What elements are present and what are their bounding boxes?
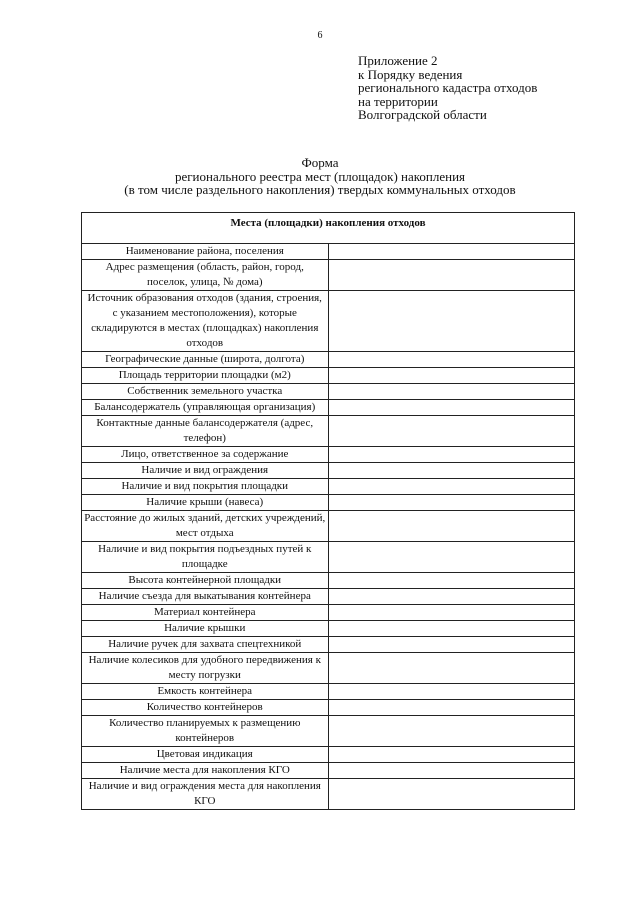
row-label: Наличие крышки xyxy=(82,621,329,637)
row-label: Наличие и вид ограждения места для накопления КГО xyxy=(82,779,329,810)
row-value xyxy=(328,352,575,368)
row-value xyxy=(328,260,575,291)
table-row xyxy=(82,400,575,416)
row-value xyxy=(328,479,575,495)
table-row xyxy=(82,479,575,495)
row-label: Наличие и вид покрытия подъездных путей к площадке xyxy=(82,542,329,573)
form-title-line: регионального реестра мест (площадок) накопления xyxy=(174,168,466,184)
row-value xyxy=(328,700,575,716)
row-value xyxy=(328,495,575,511)
table-row xyxy=(82,463,575,479)
row-label: Расстояние до жилых зданий, детских учреждений, мест отдыха xyxy=(82,511,329,542)
table-header-label: Места (площадки) накопления отходов xyxy=(230,217,426,229)
table-header xyxy=(82,213,575,244)
row-value xyxy=(328,763,575,779)
table-row xyxy=(82,352,575,368)
row-value xyxy=(328,400,575,416)
table-row xyxy=(82,716,575,747)
table-row xyxy=(82,653,575,684)
row-label: Наличие крыши (навеса) xyxy=(82,495,329,511)
table-row xyxy=(82,368,575,384)
table-row xyxy=(82,384,575,400)
row-label: Собственник земельного участка xyxy=(82,384,329,400)
row-value xyxy=(328,511,575,542)
registry-table xyxy=(81,212,575,810)
table-row xyxy=(82,416,575,447)
appendix-line: Волгоградской области xyxy=(358,107,487,122)
row-label: Наличие колесиков для удобного передвижения к месту погрузки xyxy=(82,653,329,684)
appendix-line: на территории xyxy=(358,93,438,109)
row-value xyxy=(328,244,575,260)
appendix-line: регионального кадастра отходов xyxy=(358,80,538,95)
appendix-line: к Порядку ведения xyxy=(358,66,463,82)
table-row xyxy=(82,684,575,700)
row-value xyxy=(328,589,575,605)
registry-table-body xyxy=(82,244,575,810)
table-row xyxy=(82,589,575,605)
row-label: Наличие ручек для захвата спецтехникой xyxy=(82,637,329,653)
table-row xyxy=(82,779,575,810)
row-value xyxy=(328,653,575,684)
row-label: Материал контейнера xyxy=(82,605,329,621)
row-value xyxy=(328,384,575,400)
table-row xyxy=(82,747,575,763)
row-value xyxy=(328,716,575,747)
table-row xyxy=(82,700,575,716)
row-label: Наличие места для накопления КГО xyxy=(82,763,329,779)
table-row xyxy=(82,637,575,653)
row-label: Площадь территории площадки (м2) xyxy=(82,368,329,384)
appendix-note xyxy=(358,54,537,122)
row-label: Наличие съезда для выкатывания контейнера xyxy=(82,589,329,605)
form-title-line: Форма xyxy=(301,155,339,170)
row-label: Цветовая индикация xyxy=(82,747,329,763)
form-title xyxy=(0,156,640,197)
row-value xyxy=(328,621,575,637)
row-value xyxy=(328,447,575,463)
table-row xyxy=(82,573,575,589)
row-value xyxy=(328,368,575,384)
table-row xyxy=(82,542,575,573)
table-row xyxy=(82,447,575,463)
row-label: Количество контейнеров xyxy=(82,700,329,716)
table-row xyxy=(82,511,575,542)
row-label: Балансодержатель (управляющая организация) xyxy=(82,400,329,416)
row-label: Адрес размещения (область, район, город, поселок, улица, № дома) xyxy=(82,260,329,291)
row-value xyxy=(328,779,575,810)
row-value xyxy=(328,684,575,700)
table-row xyxy=(82,621,575,637)
row-value xyxy=(328,416,575,447)
row-value xyxy=(328,291,575,352)
row-value xyxy=(328,747,575,763)
row-label: Количество планируемых к размещению контейнеров xyxy=(82,716,329,747)
table-row xyxy=(82,260,575,291)
row-label: Контактные данные балансодержателя (адрес, телефон) xyxy=(82,416,329,447)
row-value xyxy=(328,605,575,621)
row-label: Высота контейнерной площадки xyxy=(82,573,329,589)
form-title-line: (в том числе раздельного накопления) твердых коммунальных отходов xyxy=(124,182,516,197)
row-label: Наличие и вид покрытия площадки xyxy=(82,479,329,495)
table-row xyxy=(82,763,575,779)
row-value xyxy=(328,463,575,479)
table-row xyxy=(82,244,575,260)
table-row xyxy=(82,495,575,511)
row-value xyxy=(328,573,575,589)
row-value xyxy=(328,637,575,653)
table-row xyxy=(82,291,575,352)
row-label: Географические данные (широта, долгота) xyxy=(82,352,329,368)
appendix-line: Приложение 2 xyxy=(358,53,438,68)
row-label: Емкость контейнера xyxy=(82,684,329,700)
row-label: Наименование района, поселения xyxy=(82,244,329,260)
row-label: Источник образования отходов (здания, строения, с указанием местоположения), которые складируются в местах (площадках) накопления отходов xyxy=(82,291,329,352)
row-value xyxy=(328,542,575,573)
row-label: Лицо, ответственное за содержание xyxy=(82,447,329,463)
table-row xyxy=(82,605,575,621)
row-label: Наличие и вид ограждения xyxy=(82,463,329,479)
page-number: 6 xyxy=(317,30,323,41)
